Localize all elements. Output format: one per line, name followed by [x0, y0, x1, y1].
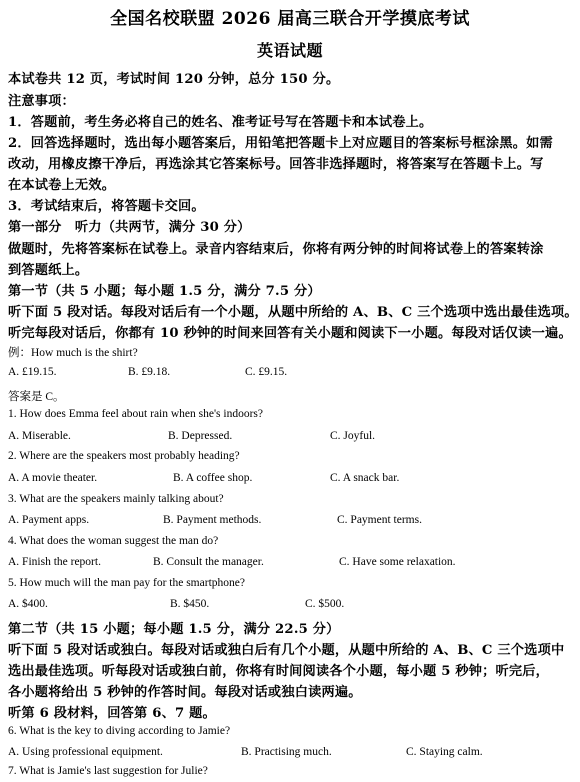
example-option: C. £9.15.	[245, 366, 288, 378]
notes-heading: 注意事项：	[8, 94, 75, 109]
option: B. Payment methods.	[163, 514, 262, 526]
part1-instruction: 到答题纸上。	[8, 263, 89, 278]
option: C. $500.	[305, 598, 345, 610]
note-line: 2．回答选择题时，选出每小题答案后，用铅笔把答题卡上对应题目的答案标号框涂黑。如需	[8, 136, 553, 151]
section2-instruction: 选出最佳选项。听每段对话或独白前，你将有时间阅读各个小题，每小题 5 秒钟；听完后，	[8, 664, 550, 679]
example-option: A. £19.15.	[8, 366, 57, 378]
exam-info: 本试卷共 12 页，考试时间 120 分钟，总分 150 分。	[8, 72, 340, 87]
option: A. Miserable.	[8, 430, 71, 442]
note-line: 在本试卷上无效。	[8, 178, 116, 193]
section2-heading: 第二节（共 15 小题；每小题 1.5 分，满分 22.5 分）	[8, 622, 340, 637]
material-heading: 听第 6 段材料，回答第 6、7 题。	[8, 706, 216, 721]
option: B. A coffee shop.	[173, 472, 253, 484]
question: 7. What is Jamie's last suggestion for Julie?	[8, 765, 208, 777]
option: A. Payment apps.	[8, 514, 90, 526]
option: B. Consult the manager.	[153, 556, 264, 568]
note-line: 改动，用橡皮擦干净后，再选涂其它答案标号。回答非选择题时，将答案写在答题卡上。写	[8, 157, 544, 172]
option: C. Have some relaxation.	[339, 556, 456, 568]
question: 6. What is the key to diving according to Jamie?	[8, 725, 231, 737]
section1-instruction: 听下面 5 段对话。每段对话后有一个小题，从题中所给的 A、B、C 三个选项中选出最佳选项。	[8, 305, 578, 320]
option: B. $450.	[170, 598, 210, 610]
example-question: 例：How much is the shirt?	[8, 347, 138, 359]
question: 2. Where are the speakers most probably heading?	[8, 450, 240, 462]
option: B. Practising much.	[241, 746, 332, 758]
option: B. Depressed.	[168, 430, 233, 442]
option: C. Staying calm.	[406, 746, 483, 758]
section2-instruction: 各小题将给出 5 秒钟的作答时间。每段对话或独白读两遍。	[8, 685, 362, 700]
option: C. A snack bar.	[330, 472, 400, 484]
part1-instruction: 做题时，先将答案标在试卷上。录音内容结束后，你将有两分钟的时间将试卷上的答案转涂	[8, 242, 544, 257]
option: A. A movie theater.	[8, 472, 98, 484]
exam-subtitle: 英语试题	[256, 41, 323, 60]
option: A. Finish the report.	[8, 556, 101, 568]
option: A. Using professional equipment.	[8, 746, 163, 758]
section1-instruction: 听完每段对话后，你都有 10 秒钟的时间来回答有关小题和阅读下一小题。每段对话仅读一遍。	[8, 326, 572, 341]
question: 3. What are the speakers mainly talking about?	[8, 493, 224, 505]
question: 1. How does Emma feel about rain when she's indoors?	[8, 408, 264, 420]
option: C. Payment terms.	[337, 514, 422, 526]
example-option: B. £9.18.	[128, 366, 171, 378]
section2-instruction: 听下面 5 段对话或独白。每段对话或独白后有几个小题，从题中所给的 A、B、C 三个选项中	[8, 643, 565, 658]
question: 5. How much will the man pay for the smartphone?	[8, 577, 245, 589]
question: 4. What does the woman suggest the man do?	[8, 535, 219, 547]
part1-heading: 第一部分 听力（共两节，满分 30 分）	[8, 220, 251, 235]
note-line: 1．答题前，考生务必将自己的姓名、准考证号写在答题卡和本试卷上。	[8, 115, 433, 130]
note-line: 3．考试结束后，将答题卡交回。	[8, 199, 205, 214]
section1-heading: 第一节（共 5 小题；每小题 1.5 分，满分 7.5 分）	[8, 284, 321, 299]
example-answer: 答案是 C。	[8, 391, 65, 403]
exam-title: 全国名校联盟 2026 届高三联合开学摸底考试	[110, 9, 470, 29]
option: C. Joyful.	[330, 430, 376, 442]
option: A. $400.	[8, 598, 48, 610]
